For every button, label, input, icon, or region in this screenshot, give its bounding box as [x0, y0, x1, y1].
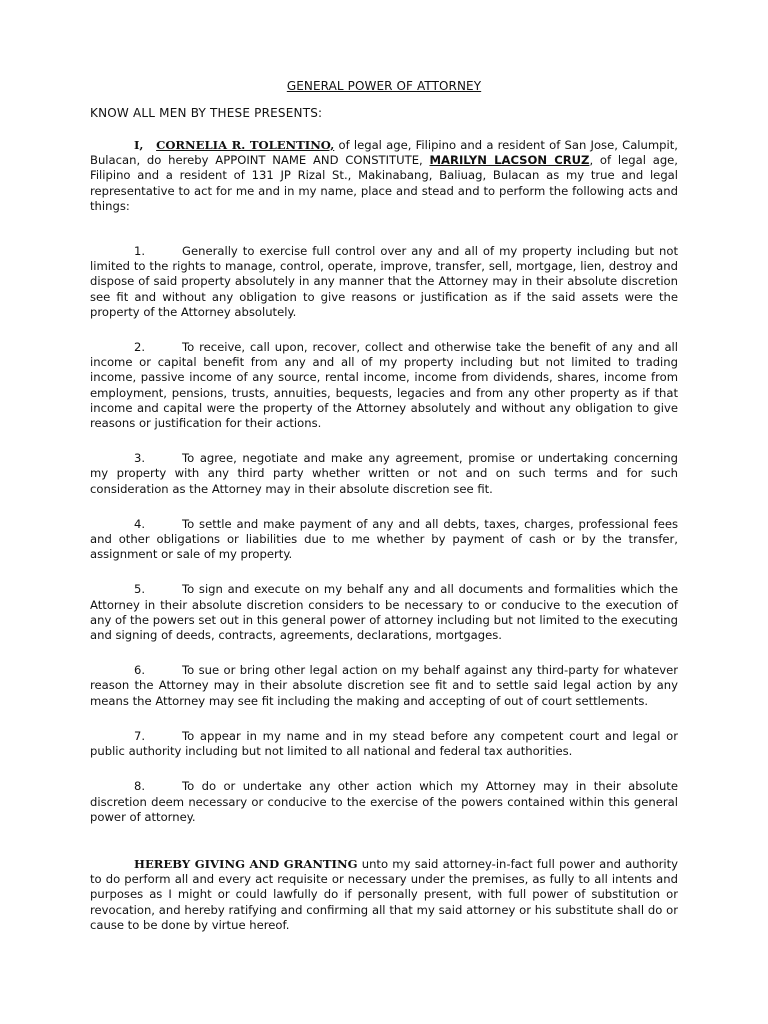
item-text: To settle and make payment of any and all debts, taxes, charges, professional fees and other obligations or liabilities due to me whether by payment of cash or by the transfer, assignment or sale of my property. [90, 516, 678, 562]
attorney-name: MARILYN LACSON CRUZ [429, 153, 590, 168]
list-item [90, 582, 678, 643]
intro-pronoun: I, [134, 138, 144, 152]
list-item [90, 779, 678, 825]
item-number: 6. [134, 663, 146, 678]
document-title: GENERAL POWER OF ATTORNEY [286, 79, 482, 93]
item-number: 8. [134, 779, 146, 794]
item-text: Generally to exercise full control over any and all of my property including but not limited to the rights to manage, control, operate, improve, transfer, sell, mortgage, lien, destroy and dispose of said property absolutely in any manner that the Attorney may in their absolute discretion see fit and without any obligation to give reasons or justification as if the said assets were the property of the Attorney absolutely. [90, 244, 678, 319]
item-number: 4. [134, 516, 146, 531]
item-number: 5. [134, 582, 146, 597]
intro-paragraph [90, 138, 678, 214]
item-number: 2. [134, 340, 146, 355]
item-text: To appear in my name and in my stead before any competent court and legal or public authority including but not limited to all national and federal tax authorities. [90, 728, 678, 759]
list-item [90, 663, 678, 709]
closing-text: unto my said attorney-in-fact full power and authority to do perform all and every act requisite or necessary under the premises, as fully to all intents and purposes as I might or could lawfully do if personally present, with full power of substitution or revocation, and hereby ratifying and confirming all that my said attorney or his substitute shall do or cause to be done by virtue hereof. [90, 856, 678, 932]
principal-name: CORNELIA R. TOLENTINO, [156, 138, 335, 152]
item-text: To agree, negotiate and make any agreement, promise or undertaking concerning my property with any third party whether written or not and on such terms and for such consideration as the Attorney may in their absolute discretion see fit. [90, 451, 678, 496]
closing-paragraph [90, 857, 678, 933]
item-text: To do or undertake any other action which my Attorney may in their absolute discretion deem necessary or conducive to the exercise of the powers contained within this general power of attorney. [90, 779, 678, 824]
item-text: To sign and execute on my behalf any and all documents and formalities which the Attorney in their absolute discretion considers to be necessary to or conducive to the execution of any of the powers set out in this general power of attorney including but not limited to the executing and signing of deeds, contracts, agreements, declarations, mortgages. [90, 582, 678, 643]
list-item [90, 340, 678, 431]
intro-text-1: of legal age, Filipino and a resident of San Jose, Calumpit, Bulacan, do hereby APPOINT NAME AND CONSTITUTE, [90, 138, 678, 168]
item-number: 1. [134, 244, 146, 259]
list-item [90, 729, 678, 759]
item-text: To sue or bring other legal action on my behalf against any third-party for whatever reason the Attorney may in their absolute discretion see fit and to settle said legal action by any means the Attorney may see fit including the making and accepting of out of court settlements. [90, 663, 678, 708]
item-text: To receive, call upon, recover, collect and otherwise take the benefit of any and all income or capital benefit from any and all of my property including but not limited to trading income, passive income of any source, rental income, income from dividends, shares, income from employment, pensions, trusts, annuities, bequests, legacies and from any other property as if that income and capital were the property of the Attorney absolutely and without any obligation to give reasons or justification for their actions. [90, 340, 678, 431]
list-item [90, 244, 678, 320]
document-heading: KNOW ALL MEN BY THESE PRESENTS: [90, 106, 323, 120]
list-item [90, 517, 678, 563]
item-number: 3. [134, 451, 146, 466]
document-body [90, 138, 678, 953]
item-number: 7. [134, 728, 146, 743]
list-item [90, 451, 678, 497]
closing-lead: HEREBY GIVING AND GRANTING [134, 856, 358, 871]
intro-text-2: , of legal age, Filipino and a resident of 131 JP Rizal St., Makinabang, Baliuag, Bulacan as my true and legal representative to act for me and in my name, place and stead and to perform the following acts and things: [90, 153, 678, 213]
